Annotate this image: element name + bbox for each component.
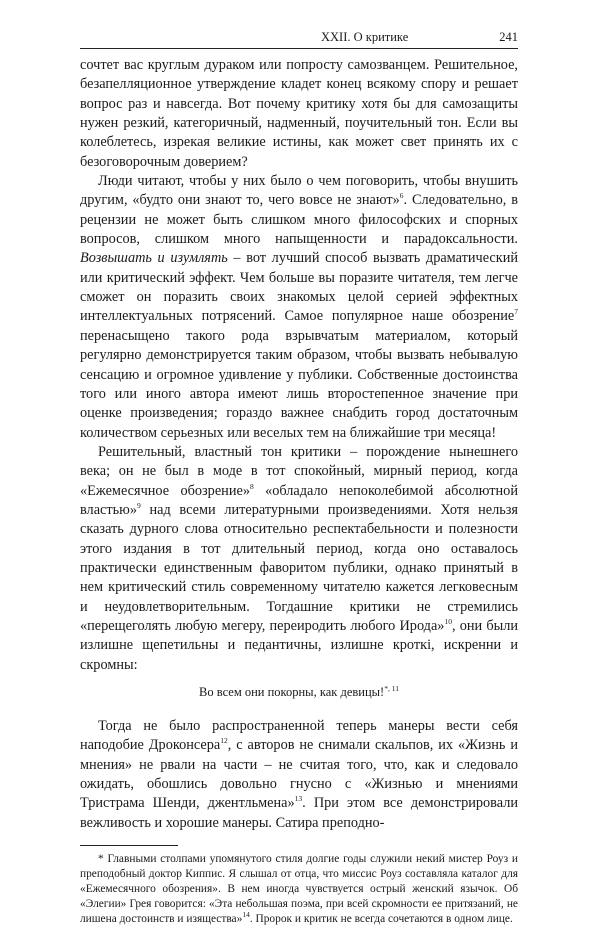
note-ref-11: *, 11	[384, 683, 399, 693]
paragraph-4-text-a: Тогда не было распространенной теперь манеры вести себя наподобие Дроконсера	[80, 718, 518, 754]
paragraph-3-text-d: , они были излишне щепетильны и педантичны, излишне кроткi, искренни и скромны:	[80, 617, 518, 673]
paragraph-3-text-a: Решительный, властный тон критики – порождение нынешнего века; он не был в моде в тот спокойный, мирный период, когда «Ежемесячное обозрение»	[80, 443, 518, 499]
book-page	[80, 30, 518, 927]
footnote	[80, 852, 518, 927]
note-ref-13: 13	[294, 794, 303, 804]
paragraph-3-text-b: «обладало непоколебимой абсолютной властью»	[80, 482, 518, 518]
running-head	[80, 30, 518, 49]
verse-quote	[80, 684, 518, 700]
paragraph-4-text-c: . При этом все демонстрировали вежливость и хорошие манеры. Сатира преподно-	[80, 795, 518, 831]
note-ref-10: 10	[444, 617, 452, 627]
paragraph-4	[80, 717, 518, 833]
note-ref-9: 9	[137, 501, 141, 511]
paragraph-3-text-c: над всеми литературными произведениями. Хотя нельзя сказать дурного слова относительно респектабельности и полезности этого издания в тот длительный период, когда оно оставалось практически единственным фаворитом публики, однако принятый в нем критический стиль современному читателю кажется легковесным и неудовлетворительным. Тогдашние критики не стремились «перещеголять любую мегеру, переиродить любого Ирода»	[80, 501, 518, 634]
footnote-text-b: . Пророк и критик не всегда сочетаются в одном лице.	[249, 913, 513, 926]
body-text	[80, 56, 518, 833]
paragraph-1	[80, 56, 518, 172]
paragraph-3	[80, 443, 518, 675]
chapter-title: XXII. О критике	[320, 30, 409, 44]
paragraph-2-text-a: Люди читают, чтобы у них было о чем поговорить, чтобы внушить другим, «будто они знают то, чего вовсе не знают»	[80, 173, 518, 209]
note-ref-8: 8	[249, 481, 254, 491]
paragraph-2-text-d: перенасыщено такого рода взрывчатым материалом, который регулярно демонстрируется таким образом, чтобы вызвать небывалую сенсацию и огромное удивление у публики. Собственные достоинства того или иного автора имеют лишь второстепенное значение при оценке произведения; гораздо важнее снабдить город достаточным количеством серьезных или веселых тем на ближайшие три месяца!	[80, 327, 518, 441]
paragraph-2-emphasis: Возвышать и изумлять	[80, 250, 228, 267]
paragraph-2	[80, 172, 518, 443]
paragraph-2-text-b: . Следовательно, в рецензии не может быть слишком много философских и спорных вопросов, слишком много напыщенности и парадоксальности.	[80, 192, 518, 248]
footnote-divider	[80, 845, 178, 846]
verse-quote-text: Во всем они покорны, как девицы!	[199, 685, 385, 699]
footnote-text-a: * Главными столпами упомянутого стиля долгие годы служили некий мистер Роуз и преподобный доктор Киппис. Я слышал от отца, что миссис Роуз составляла каталог для «Ежемесячного обозрения». В нем иногда чувствуется острый женский язычок. Об «Элегии» Грея говорится: «Эта небольшая поэма, при всей скромности ее притязаний, не лишена достоинств и изящества»	[80, 853, 518, 926]
note-ref-7: 7	[514, 307, 518, 317]
page-number: 241	[499, 30, 518, 44]
note-ref-6: 6	[399, 191, 404, 201]
note-ref-12: 12	[220, 736, 228, 746]
note-ref-14: 14	[242, 910, 250, 920]
paragraph-2-text-c: – вот лучший способ вызвать драматический или критический эффект. Чем больше вы поразите читателя, тем легче сможет он поразить своих знакомых целой серией эффектных интеллектуальных потрясений. Самое популярное наше обозрение	[80, 250, 518, 325]
footnote-paragraph	[80, 852, 518, 927]
paragraph-1-text: сочтет вас круглым дураком или попросту самозванцем. Решительное, безапелляционное утверждение кладет конец всякому спору и решает вопрос раз и навсегда. Вот почему критику хотя бы для самозащиты нужен резкий, категоричный, надменный, поучительный тон. Если вы колеблетесь, изрекая великие истины, как может свет принять их с безоговорочным доверием?	[80, 57, 518, 170]
paragraph-4-text-b: , с авторов не снимали скальпов, их «Жизнь и мнения» не рвали на части – не считая того, что, как и следовало ожидать, обошлись довольно гнусно с «Жизнью и мнениями Тристрама Шенди, джентльмена»	[80, 737, 518, 812]
